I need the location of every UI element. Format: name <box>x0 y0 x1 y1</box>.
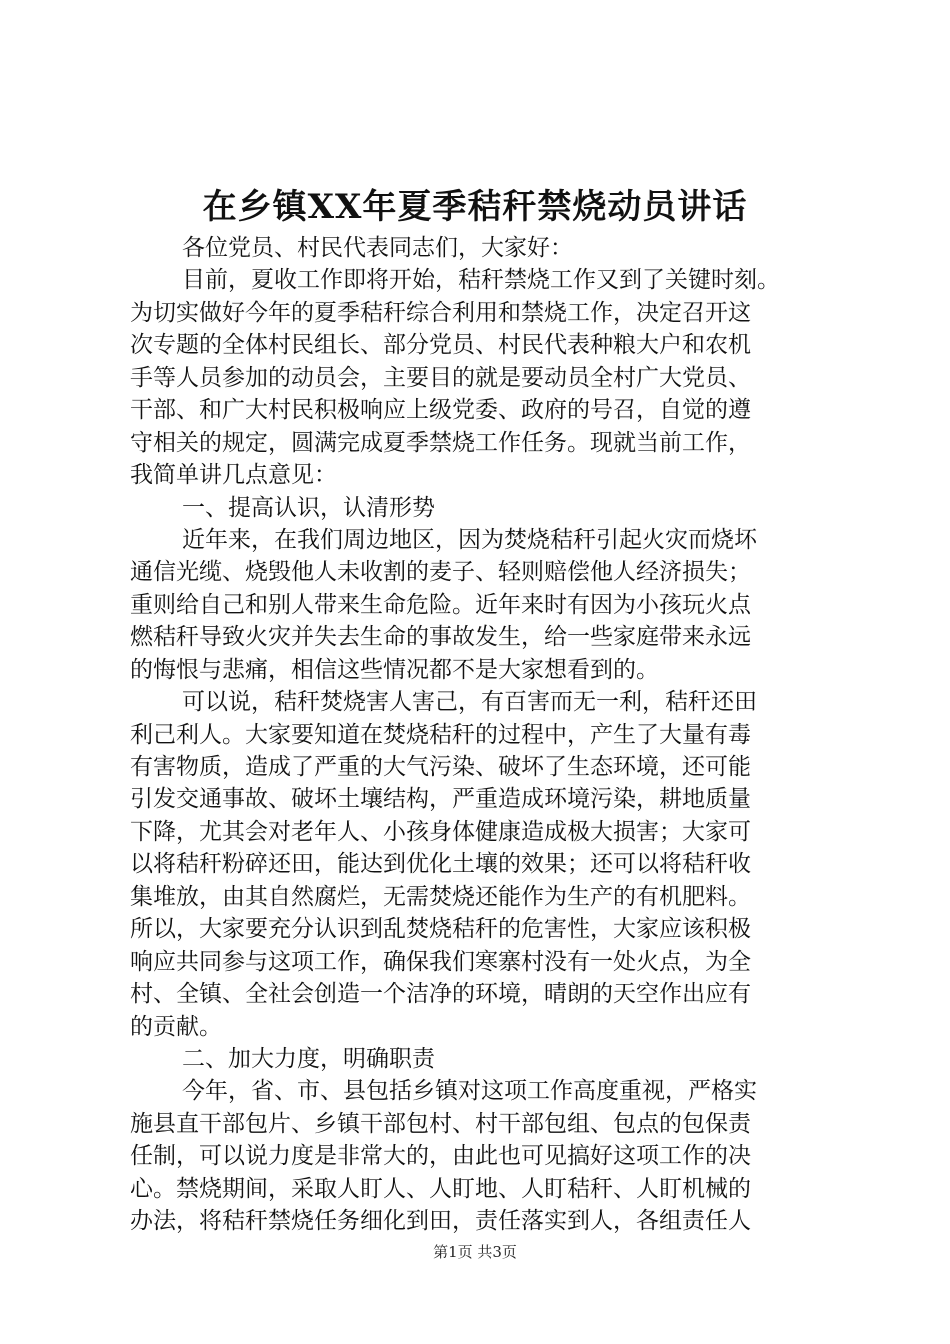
text-line: 所以，大家要充分认识到乱焚烧秸秆的危害性，大家应该积极 <box>130 916 751 943</box>
text-line: 今年，省、市、县包括乡镇对这项工作高度重视，严格实 <box>182 1078 757 1105</box>
text-line: 施县直干部包片、乡镇干部包村、村干部包组、包点的包保责 <box>130 1110 751 1137</box>
text-line: 各位党员、村民代表同志们，大家好： <box>182 235 573 261</box>
text-line: 利己利人。大家要知道在焚烧秸秆的过程中，产生了大量有毒 <box>130 721 751 748</box>
text-line: 目前，夏收工作即将开始，秸秆禁烧工作又到了关键时刻。 <box>182 267 780 294</box>
text-line: 一、提高认识，认清形势 <box>182 494 435 521</box>
document-title: 在乡镇XX年夏季秸秆禁烧动员讲话 <box>202 187 748 227</box>
text-line: 的贡献。 <box>130 1013 222 1040</box>
text-line: 手等人员参加的动员会，主要目的就是要动员全村广大党员、 <box>130 364 751 391</box>
text-line: 次专题的全体村民组长、部分党员、村民代表种粮大户和农机 <box>130 332 751 359</box>
text-line: 下降，尤其会对老年人、小孩身体健康造成极大损害；大家可 <box>130 818 751 845</box>
text-line: 的悔恨与悲痛，相信这些情况都不是大家想看到的。 <box>130 656 659 683</box>
text-line: 燃秸秆导致火灾并失去生命的事故发生，给一些家庭带来永远 <box>130 624 751 651</box>
text-line: 重则给自己和别人带来生命危险。近年来时有因为小孩玩火点 <box>130 591 751 618</box>
text-line: 任制，可以说力度是非常大的，由此也可见搞好这项工作的决 <box>130 1143 751 1170</box>
text-line: 有害物质，造成了严重的大气污染、破坏了生态环境，还可能 <box>130 754 751 780</box>
document-body <box>130 232 836 1238</box>
text-line: 通信光缆、烧毁他人未收割的麦子、轻则赔偿他人经济损失； <box>130 559 751 586</box>
text-line: 以将秸秆粉碎还田，能达到优化土壤的效果；还可以将秸秆收 <box>130 851 751 878</box>
page-footer: 第1页 共3页 <box>433 1243 517 1261</box>
text-line: 村、全镇、全社会创造一个洁净的环境，晴朗的天空作出应有 <box>130 981 751 1008</box>
text-line: 守相关的规定，圆满完成夏季禁烧工作任务。现就当前工作， <box>130 429 751 456</box>
text-line: 为切实做好今年的夏季秸秆综合利用和禁烧工作，决定召开这 <box>130 299 751 326</box>
text-line: 二、加大力度，明确职责 <box>182 1045 435 1072</box>
text-line: 我简单讲几点意见： <box>130 462 337 489</box>
text-line: 办法，将秸秆禁烧任务细化到田，责任落实到人，各组责任人 <box>130 1208 751 1235</box>
text-line: 响应共同参与这项工作，确保我们寒寨村没有一处火点，为全 <box>130 948 751 975</box>
text-line: 近年来，在我们周边地区，因为焚烧秸秆引起火灾而烧坏 <box>182 526 757 553</box>
text-line: 心。禁烧期间，采取人盯人、人盯地、人盯秸秆、人盯机械的 <box>130 1175 751 1202</box>
text-line: 可以说，秸秆焚烧害人害己，有百害而无一利，秸秆还田 <box>182 689 757 716</box>
text-line: 集堆放，由其自然腐烂，无需焚烧还能作为生产的有机肥料。 <box>130 883 751 910</box>
text-line: 干部、和广大村民积极响应上级党委、政府的号召，自觉的遵 <box>130 397 751 424</box>
text-line: 引发交通事故、破坏土壤结构，严重造成环境污染，耕地质量 <box>130 786 751 813</box>
